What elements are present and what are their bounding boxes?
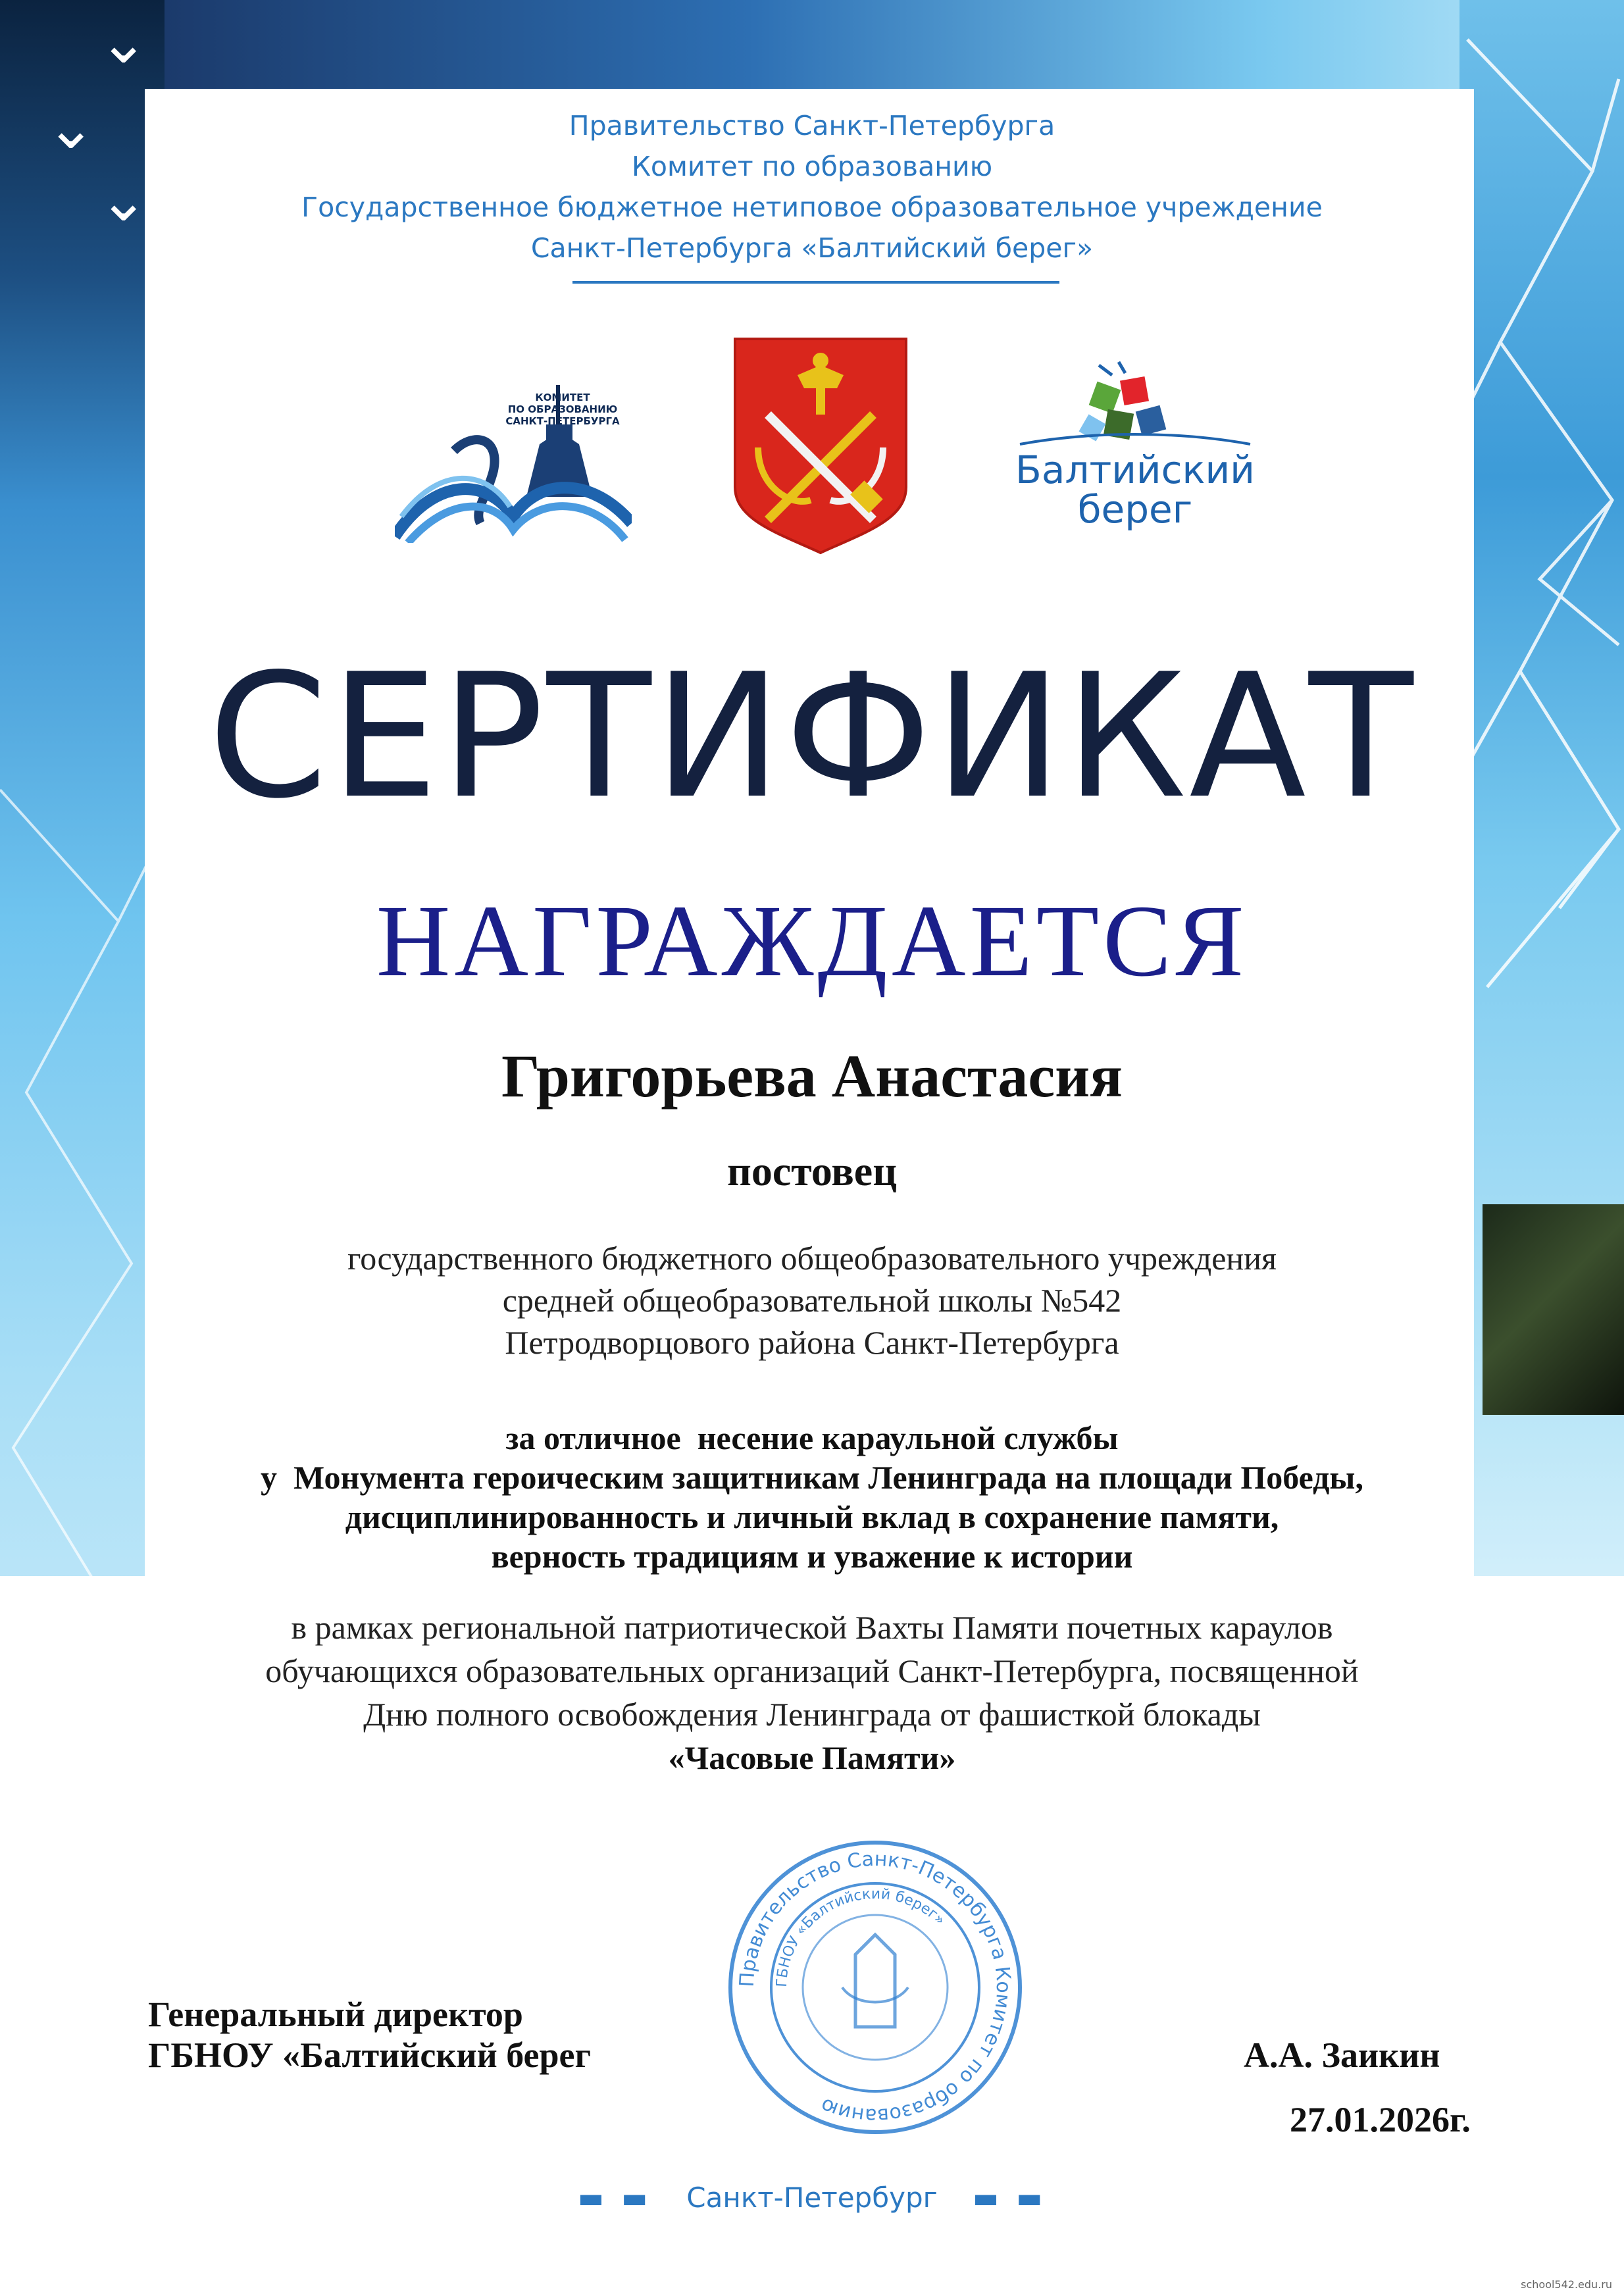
context-line: Дню полного освобождения Ленинграда от фашисткой блокады	[363, 1696, 1261, 1733]
baltic-bereg-word: берег	[1077, 487, 1193, 532]
organization-line: средней общеобразовательной школы №542	[502, 1282, 1122, 1319]
merit-block	[0, 1418, 1624, 1576]
baltic-bereg-cubes-icon	[1013, 359, 1257, 451]
baltic-bereg-logo	[1013, 359, 1257, 530]
official-stamp-icon	[724, 1836, 1027, 2139]
seagull-icon: ⌄	[99, 166, 149, 235]
signatory-position: Генеральный директор ГБНОУ «Балтийский берег	[148, 1995, 591, 2075]
footer-dash-icon: ▬ ▬	[577, 2181, 651, 2214]
recipient-role: постовец	[726, 1148, 898, 1194]
issuer-header	[0, 105, 1624, 268]
committee-logo	[395, 365, 632, 543]
merit-line: верность традициям и уважение к истории	[491, 1538, 1133, 1575]
merit-line: за отличное несение караульной службы	[505, 1419, 1119, 1456]
official-stamp	[724, 1836, 1027, 2139]
organization-block	[0, 1237, 1624, 1364]
seagull-icon: ⌄	[46, 93, 96, 163]
context-block	[0, 1606, 1624, 1779]
merit-line: у Монумента героическим защитникам Ленинграда на площади Победы,	[261, 1459, 1363, 1496]
stamp-outer-text: Правительство Санкт-Петербурга Комитет по образованию	[735, 1847, 1015, 2128]
coat-of-arms-icon	[732, 336, 909, 556]
svg-text:ГБНОУ «Балтийский берег»	[774, 1886, 948, 1987]
issuer-line: Санкт-Петербурга «Балтийский берег»	[530, 232, 1094, 264]
footer-dash-icon: ▬ ▬	[973, 2181, 1047, 2214]
organization-line: Петродворцового района Санкт-Петербурга	[505, 1324, 1119, 1361]
baltic-bereg-word: Балтийский	[1015, 447, 1255, 492]
organization-line: государственного бюджетного общеобразовательного учреждения	[347, 1240, 1277, 1277]
stamp-inner-text: ГБНОУ «Балтийский берег»	[773, 1885, 948, 1988]
source-watermark: school542.edu.ru	[1521, 2278, 1612, 2291]
event-name: «Часовые Памяти»	[668, 1739, 956, 1776]
issuer-line: Правительство Санкт-Петербурга	[569, 110, 1055, 141]
footer-city-text: Санкт-Петербург	[686, 2181, 938, 2214]
issuer-line: Комитет по образованию	[631, 151, 993, 182]
issue-date: 27.01.2026г.	[1290, 2100, 1471, 2139]
committee-logo-text: КОМИТЕТ ПО ОБРАЗОВАНИЮ САНКТ-ПЕТЕРБУРГА	[505, 392, 620, 427]
context-line: в рамках региональной патриотической Вахты Памяти почетных караулов	[291, 1609, 1333, 1646]
recipient-name: Григорьева Анастасия	[501, 1042, 1123, 1110]
issuer-line: Государственное бюджетное нетиповое образовательное учреждение	[301, 191, 1323, 223]
footer-city	[0, 2178, 1624, 2218]
merit-line: дисциплинированность и личный вклад в сохранение памяти,	[345, 1498, 1279, 1535]
context-line: обучающихся образовательных организаций Санкт-Петербурга, посвященной	[265, 1652, 1359, 1689]
header-divider	[572, 281, 1059, 284]
seagull-icon: ⌄	[99, 8, 149, 77]
background-top-stripe	[165, 0, 1624, 92]
signer-name: А.А. Заикин	[1244, 2035, 1440, 2075]
certificate-subtitle: НАГРАЖДАЕТСЯ	[376, 884, 1248, 998]
certificate-title: СЕРТИФИКАТ	[208, 638, 1416, 836]
spb-coat-of-arms	[732, 336, 909, 556]
